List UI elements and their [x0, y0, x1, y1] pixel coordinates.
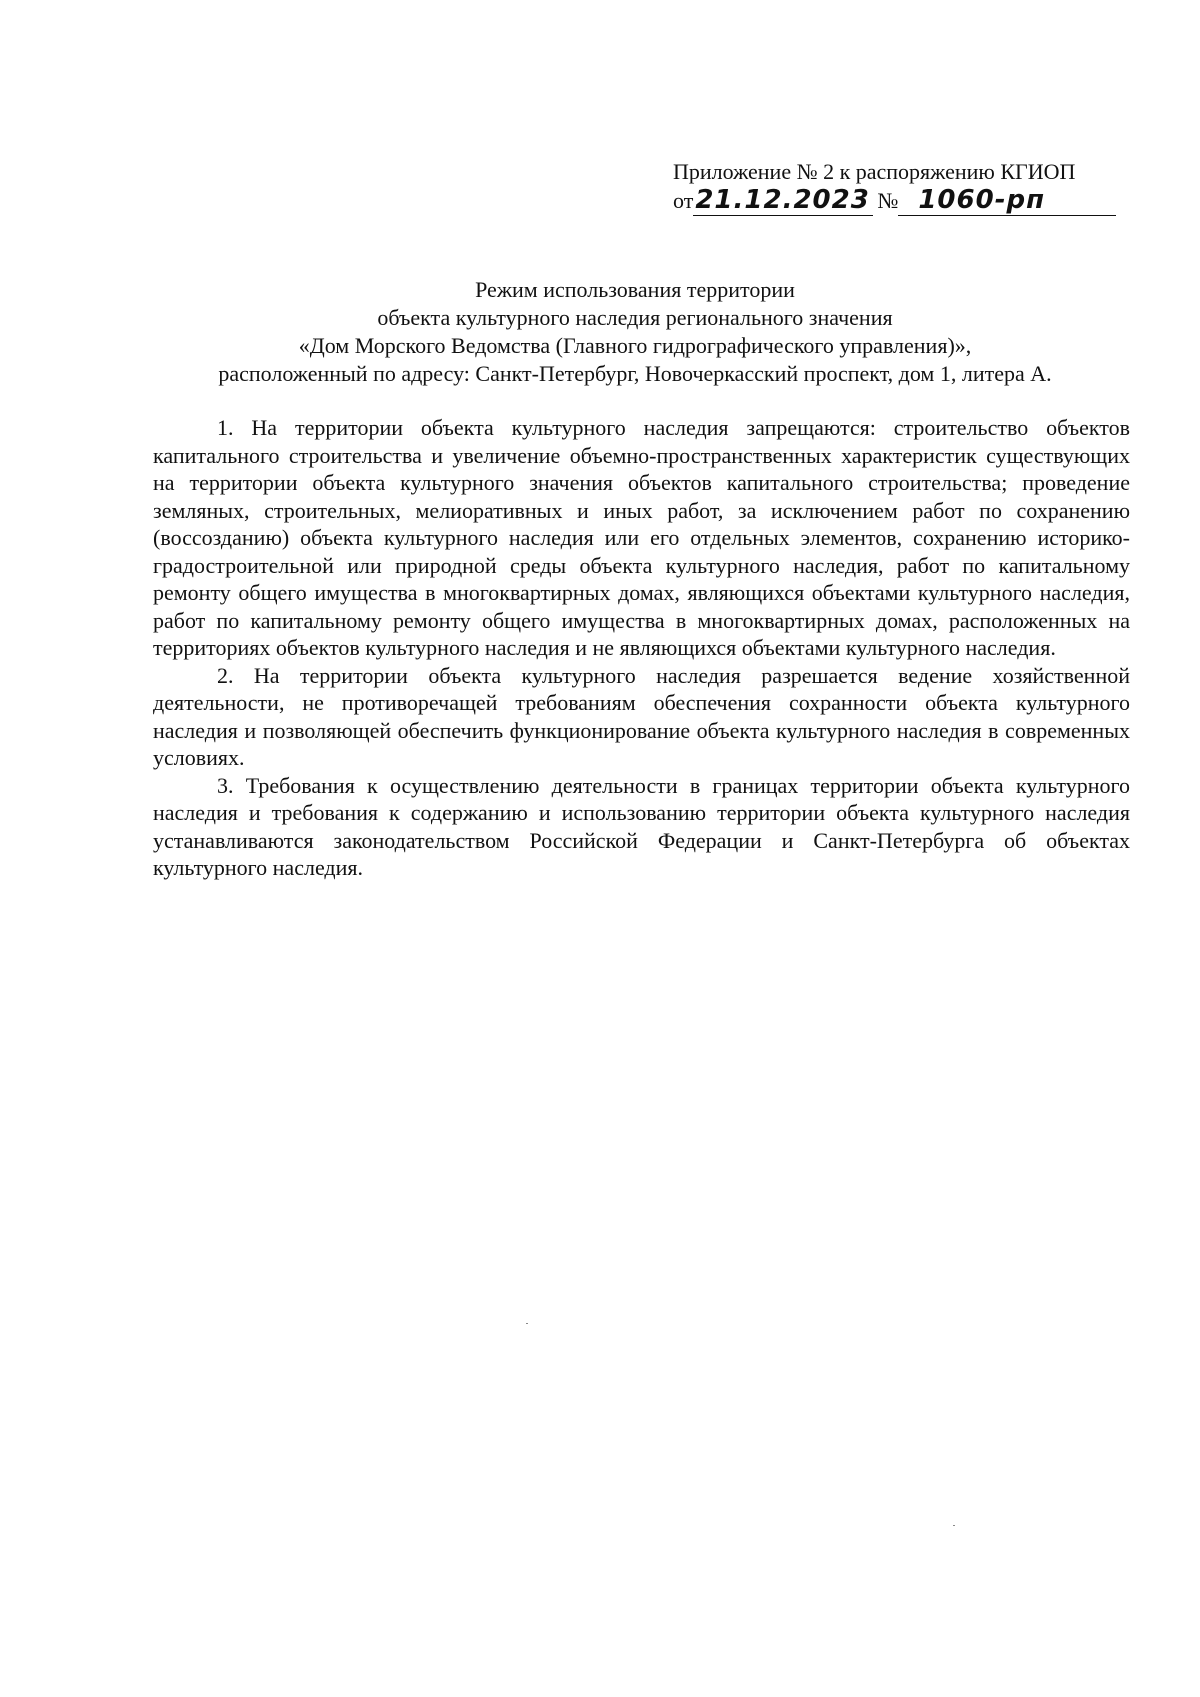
- order-date-number-line: [673, 185, 1133, 216]
- handwritten-date: 21.12.2023: [693, 185, 873, 216]
- document-title: [140, 276, 1130, 388]
- scan-speck: [953, 1525, 955, 1526]
- appendix-line: Приложение № 2 к распоряжению КГИОП: [673, 159, 1076, 184]
- title-line-4: расположенный по адресу: Санкт-Петербург, Новочеркасский проспект, дом 1, литера А.: [218, 361, 1052, 386]
- paragraph-1: 1. На территории объекта культурного наследия запрещаются: строительство объектов капитального строительства и увеличение объемно-пространственных характеристик существующих на территории объекта культурного значения объектов капитального строительства; проведение земляных, строительных, мелиоративных и иных работ, за исключением работ по сохранению (воссозданию) объекта культурного наследия или его отдельных элементов, сохранению историко-градостроительной или природной среды объекта культурного наследия, работ по капитальному ремонту общего имущества в многоквартирных домах, являющихся объектами культурного наследия, работ по капитальному ремонту общего имущества в многоквартирных домах, расположенных на территориях объектов культурного наследия и не являющихся объектами культурного наследия.: [153, 415, 1130, 660]
- handwritten-order-number: 1060-рп: [898, 185, 1116, 216]
- title-line-2: объекта культурного наследия регионального значения: [377, 305, 893, 330]
- document-body: [153, 414, 1130, 882]
- appendix-header: [673, 157, 1133, 216]
- scan-speck: [526, 1323, 528, 1324]
- date-prefix: от: [673, 188, 694, 213]
- title-line-3: «Дом Морского Ведомства (Главного гидрографического управления)»,: [298, 333, 972, 358]
- number-prefix: №: [877, 188, 899, 213]
- title-line-1: Режим использования территории: [475, 277, 795, 302]
- paragraph-2: 2. На территории объекта культурного наследия разрешается ведение хозяйственной деятельности, не противоречащей требованиям обеспечения сохранности объекта культурного наследия и позволяющей обеспечить функционирование объекта культурного наследия в современных условиях.: [153, 662, 1130, 770]
- paragraph-3: 3. Требования к осуществлению деятельности в границах территории объекта культурного наследия и требования к содержанию и использованию территории объекта культурного наследия устанавливаются законодательством Российской Федерации и Санкт-Петербурга об объектах культурного наследия.: [153, 772, 1130, 880]
